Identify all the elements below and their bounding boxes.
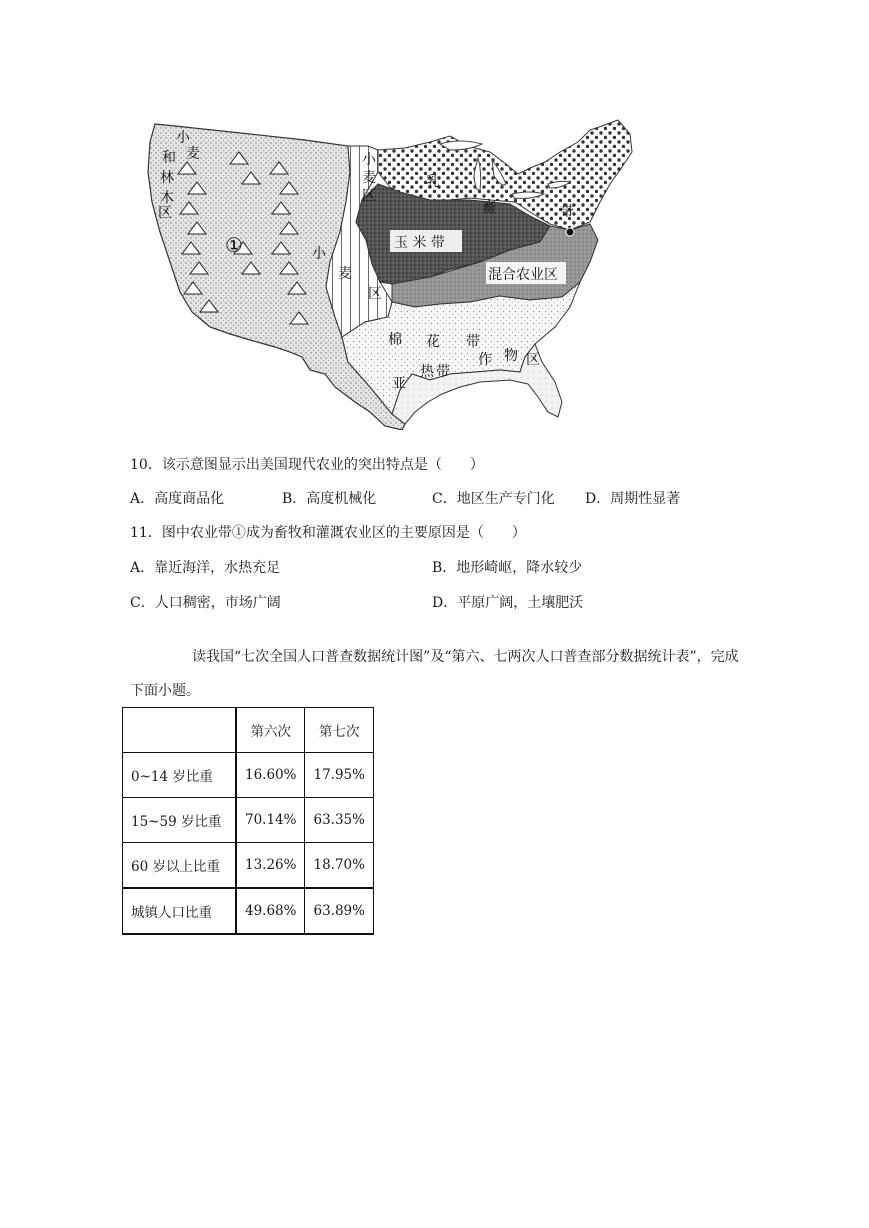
table-row — [123, 798, 374, 843]
map-label: 小 — [312, 246, 326, 262]
map-label: 亚 — [392, 376, 406, 392]
map-label: 小 — [176, 130, 190, 146]
table-row — [123, 753, 374, 798]
map-label: 木 — [160, 190, 174, 206]
table-header-cell — [123, 708, 237, 753]
q10-option-d[interactable]: D．周期性显著 — [585, 491, 681, 507]
q10-option-c[interactable]: C．地区生产专门化 — [432, 491, 555, 507]
table-cell: 63.35% — [305, 798, 373, 843]
table-cell: 15~59 岁比重 — [123, 798, 237, 843]
question-10-stem: 10．该示意图显示出美国现代农业的突出特点是（ ） — [130, 457, 484, 473]
map-label: 作 — [478, 352, 492, 368]
map-label: 麦 — [362, 170, 376, 186]
map-label: 棉 — [388, 332, 402, 348]
map-label: 带 — [466, 334, 480, 350]
table-cell: 16.60% — [236, 753, 305, 798]
map-label: 和 — [162, 150, 176, 166]
usa-agriculture-map — [130, 112, 650, 430]
question-11-stem: 11．图中农业带①成为畜牧和灌溉农业区的主要原因是（ ） — [130, 525, 526, 541]
q11-option-d[interactable]: D．平原广阔，土壤肥沃 — [432, 595, 584, 611]
map-label: 麦 — [186, 146, 200, 162]
map-label: 麦 — [338, 266, 352, 282]
map-label: 带 — [436, 364, 450, 380]
table-row — [123, 843, 374, 889]
city-marker — [566, 228, 574, 236]
table-cell: 18.70% — [305, 843, 373, 889]
map-label: 小 — [362, 152, 376, 168]
table-cell: 0~14 岁比重 — [123, 753, 237, 798]
table-header-row — [123, 708, 374, 753]
q11-option-b[interactable]: B．地形崎岖，降水较少 — [432, 560, 583, 576]
map-label: 区 — [362, 188, 376, 204]
table-cell: 60 岁以上比重 — [123, 843, 237, 889]
q11-option-c[interactable]: C．人口稠密，市场广阔 — [130, 595, 281, 611]
table-cell: 63.89% — [305, 888, 373, 934]
map-label: 畜 — [482, 200, 496, 216]
q10-option-a[interactable]: A．高度商品化 — [130, 491, 225, 507]
map-label: 区 — [526, 352, 540, 368]
map-label-mixed-farming: 混合农业区 — [488, 267, 558, 283]
map-label: ① — [225, 233, 243, 257]
table-header-cell: 第六次 — [236, 708, 305, 753]
q11-option-a[interactable]: A．靠近海洋，水热充足 — [130, 560, 281, 576]
map-label: 物 — [504, 348, 518, 364]
map-label-corn-belt: 玉 米 带 — [394, 235, 445, 251]
map-label: 林 — [160, 170, 174, 186]
map-label: 热 — [420, 364, 434, 380]
table-cell: 17.95% — [305, 753, 373, 798]
map-label: 带 — [560, 204, 574, 220]
table-header-cell: 第七次 — [305, 708, 373, 753]
table-cell: 49.68% — [236, 888, 305, 934]
map-label: 乳 — [426, 174, 440, 190]
census-table — [122, 707, 374, 935]
section-intro — [130, 640, 750, 708]
table-cell: 13.26% — [236, 843, 305, 889]
table-cell: 70.14% — [236, 798, 305, 843]
map-label: 花 — [426, 334, 440, 350]
section-intro-text: 读我国“七次全国人口普查数据统计图”及“第六、七两次人口普查部分数据统计表”，完成下面小题。 — [130, 649, 739, 699]
map-label: 区 — [368, 286, 382, 302]
table-cell: 城镇人口比重 — [123, 888, 237, 934]
table-row — [123, 888, 374, 934]
q10-option-b[interactable]: B．高度机械化 — [282, 491, 377, 507]
map-label: 区 — [158, 205, 172, 221]
